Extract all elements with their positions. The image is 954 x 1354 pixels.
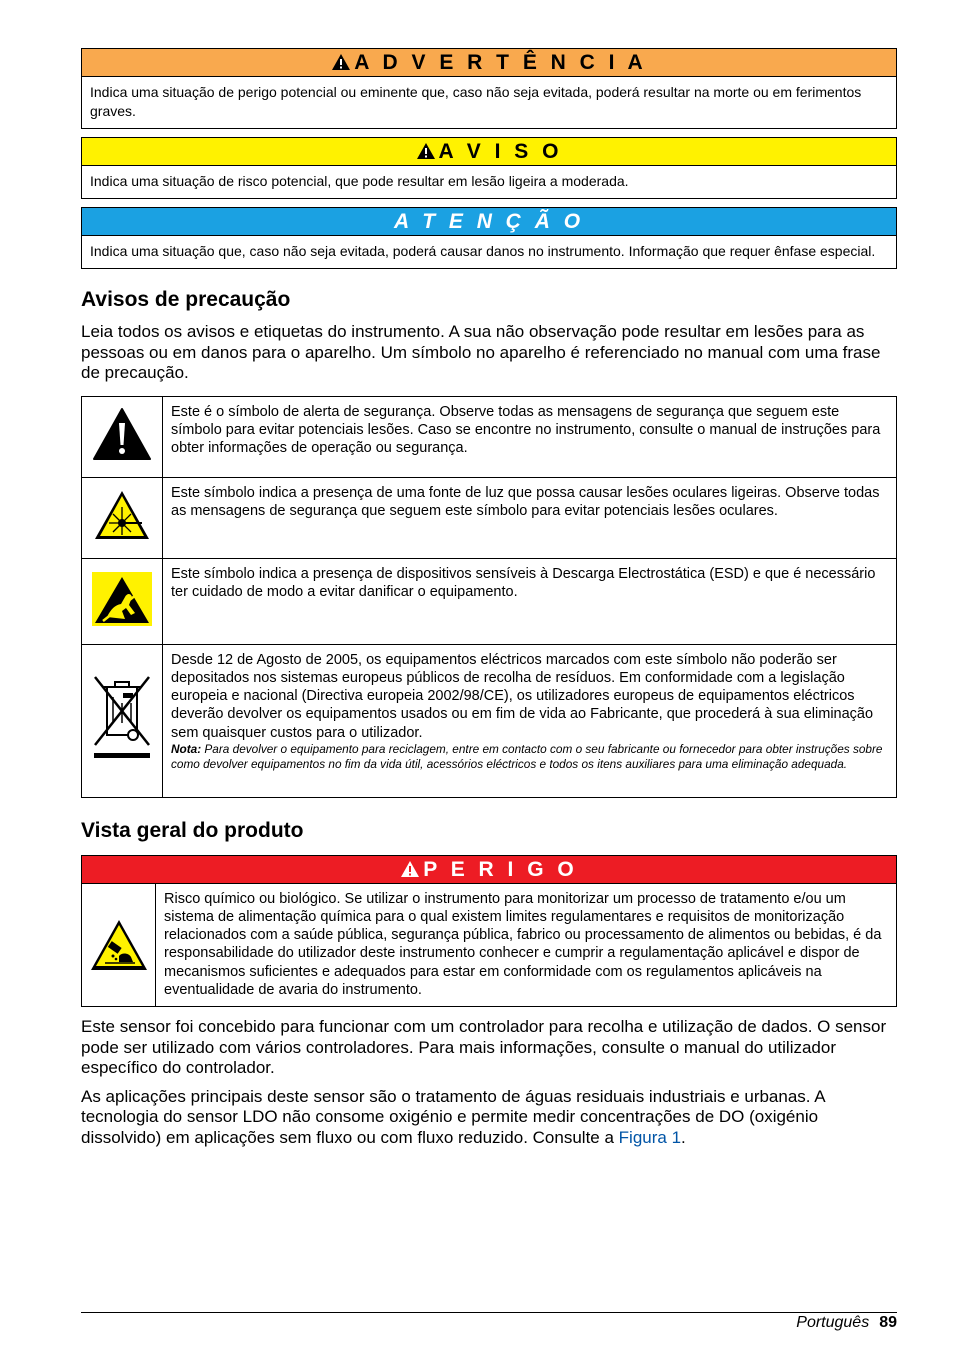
caution-box bbox=[81, 137, 897, 199]
warning-triangle-icon bbox=[331, 53, 351, 71]
footer-language: Português bbox=[796, 1314, 870, 1331]
overview-paragraph-2 bbox=[81, 1087, 897, 1149]
overview-paragraph-1: Este sensor foi concebido para funcionar com um controlador para recolha e utilização de dados. O sensor pode ser utilizado com vários controladores. Para mais informações, consulte o manual do utilizador específico do controlador. bbox=[81, 1017, 887, 1078]
chemical-hazard-icon bbox=[89, 918, 149, 972]
precautions-intro: Leia todos os avisos e etiquetas do instrumento. A sua não observação pode resultar em lesões para as pessoas ou em danos para o aparelho. Um símbolo no aparelho é referenciado no manual com uma frase de precaução. bbox=[81, 322, 881, 382]
page-content bbox=[81, 48, 897, 1148]
danger-text: Risco químico ou biológico. Se utilizar o instrumento para monitorizar um processo de tratamento e/ou um sistema de alimentação química para o qual existem limites regulamentares e requisitos de monitorização relacionados com a saúde pública, segurança pública, fabrico ou processamento de alimentos ou bebidas, é da responsabilidade do utilizador deste instrumento conhecer e cumprir a regulamentação aplicável e dispor de mecanismos suficientes e adequados para estar em conformidade com os regulamentos aplicáveis na eventualidade de avaria do instrumento. bbox=[164, 890, 882, 998]
danger-box bbox=[81, 855, 897, 1008]
page-footer bbox=[81, 1312, 897, 1332]
notice-text: Indica uma situação que, caso não seja evitada, poderá causar danos no instrumento. Informação que requer ênfase especial. bbox=[90, 243, 876, 259]
danger-header bbox=[82, 856, 896, 884]
warning-text: Indica uma situação de perigo potencial ou eminente que, caso não seja evitada, poderá resultar na morte ou em ferimentos graves. bbox=[90, 84, 862, 119]
warning-box bbox=[81, 48, 897, 129]
notice-label: A T E N Ç Ã O bbox=[393, 210, 585, 233]
danger-label: P E R I G O bbox=[423, 857, 578, 881]
table-row-text: Este é o símbolo de alerta de segurança. Observe todas as mensagens de segurança que seguem este símbolo para evitar potenciais lesões. Caso se encontre no instrumento, consulte o manual de instruções para obter informações de operação ou segurança. bbox=[163, 396, 897, 477]
table-row bbox=[82, 477, 897, 558]
caution-label: A V I S O bbox=[438, 140, 563, 163]
page-number: 89 bbox=[879, 1314, 897, 1331]
warning-triangle-icon bbox=[400, 860, 420, 878]
safety-alert-icon bbox=[92, 407, 152, 461]
warning-header bbox=[82, 49, 896, 77]
caution-text: Indica uma situação de risco potencial, que pode resultar em lesão ligeira a moderada. bbox=[90, 173, 629, 189]
note bbox=[171, 742, 889, 773]
table-row-text: Este símbolo indica a presença de uma fonte de luz que possa causar lesões oculares ligeiras. Observe todas as mensagens de segurança que seguem este símbolo para evitar potenciais lesões oculares. bbox=[163, 477, 897, 558]
symbols-table bbox=[81, 396, 897, 798]
esd-icon bbox=[91, 571, 153, 627]
table-row bbox=[82, 644, 897, 797]
figure-1-link[interactable]: Figura 1 bbox=[618, 1127, 682, 1147]
note-label: Nota: bbox=[171, 741, 202, 756]
table-row bbox=[82, 558, 897, 644]
weee-crossed-bin-icon bbox=[89, 673, 155, 763]
warning-triangle-icon bbox=[416, 142, 436, 160]
table-row-text: Desde 12 de Agosto de 2005, os equipamentos eléctricos marcados com este símbolo não poderão ser depositados nos sistemas europeus públicos de recolha de resíduos. Em conformidade com a legislação europeia e nacional (Directiva europeia 2002/98/CE), os utilizadores europeus de equipamentos eléctricos deverão devolver os equipamentos usados ou em fim de vida ao Fabricante, que procederá à sua eliminação sem quaisquer custos para o utilizador. bbox=[171, 651, 874, 741]
overview-heading: Vista geral do produto bbox=[81, 818, 304, 842]
notice-box bbox=[81, 207, 897, 269]
note-text: Para devolver o equipamento para reciclagem, entre em contacto com o seu fabricante ou fornecedor para obter instruções sobre como devolver equipamentos no fim da vida útil, acessórios eléctricos e todos os itens auxiliares para uma eliminação adequada. bbox=[171, 741, 883, 772]
paragraph-text: As aplicações principais deste sensor são o tratamento de águas residuais industriais e urbanas. A tecnologia do sensor LDO não consome oxigénio e permite medir concentrações de DO (oxigénio dissolvido) em aplicações sem fluxo ou com fluxo reduzido. Consulte a bbox=[81, 1086, 825, 1147]
table-row bbox=[82, 396, 897, 477]
laser-hazard-icon bbox=[93, 489, 151, 541]
precautions-heading: Avisos de precaução bbox=[81, 288, 291, 311]
caution-header bbox=[82, 138, 896, 166]
paragraph-text: . bbox=[681, 1127, 686, 1147]
warning-label: A D V E R T Ê N C I A bbox=[354, 51, 647, 74]
notice-header bbox=[82, 208, 896, 236]
table-row-text: Este símbolo indica a presença de dispositivos sensíveis à Descarga Electrostática (ESD) e que é necessário ter cuidado de modo a evitar danificar o equipamento. bbox=[163, 558, 897, 644]
